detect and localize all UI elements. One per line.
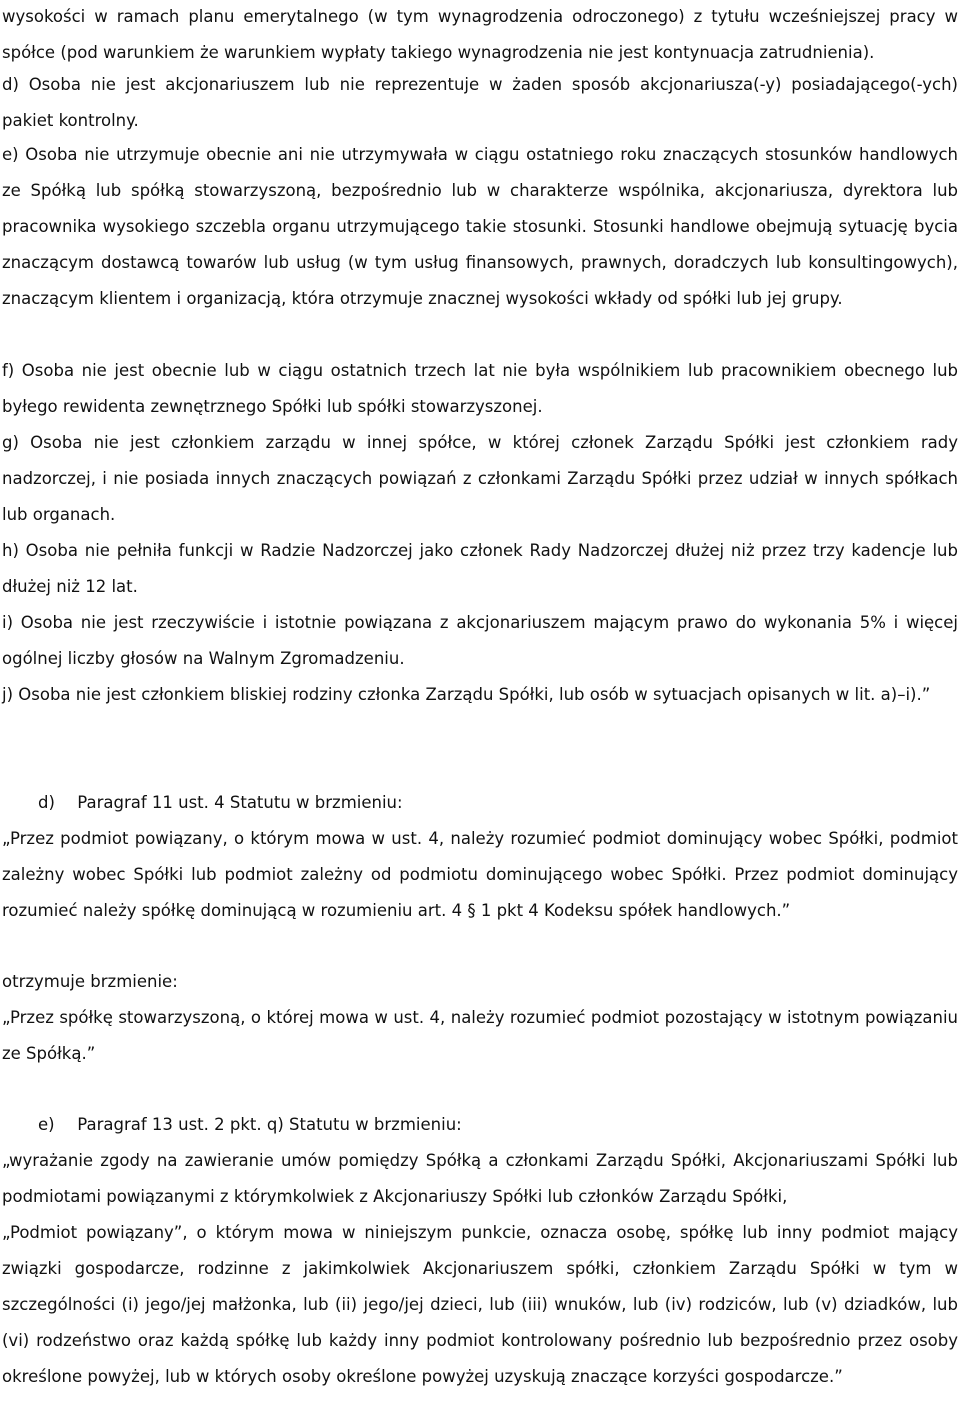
- section-d-new-label: otrzymuje brzmienie:: [2, 972, 178, 991]
- section-e-title: Paragraf 13 ust. 2 pkt. q) Statutu w brzmieniu:: [77, 1115, 462, 1134]
- item-e-paragraph: e) Osoba nie utrzymuje obecnie ani nie utrzymywała w ciągu ostatniego roku znaczących stosunków handlowych ze Spółką lub spółką stowarzyszoną, bezpośrednio lub w charakterze wspólnika, akcjonariusza, dyrektora lub pracownika wysokiego szczebla organu utrzymującego takie stosunki. Stosunki handlowe obejmują sytuację bycia znaczącym dostawcą towarów lub usług (w tym usług finansowych, prawnych, doradczych lub konsultingowych), znaczącym klientem i organizacją, która otrzymuje znacznej wysokości wkłady od spółki lub jej grupy.: [2, 145, 958, 308]
- section-d-title: Paragraf 11 ust. 4 Statutu w brzmieniu:: [77, 793, 403, 812]
- section-d-heading: [38, 785, 403, 821]
- section-e-heading: [38, 1107, 462, 1143]
- item-j-paragraph: j) Osoba nie jest członkiem bliskiej rodziny członka Zarządu Spółki, lub osób w sytuacjach opisanych w lit. a)–i).”: [2, 685, 931, 704]
- section-d-number: d): [38, 793, 55, 812]
- intro-paragraph: wysokości w ramach planu emerytalnego (w tym wynagrodzenia odroczonego) z tytułu wcześniejszej pracy w spółce (pod warunkiem że warunkiem wypłaty takiego wynagrodzenia nie jest kontynuacja zatrudnienia).: [2, 7, 958, 62]
- item-d-paragraph: d) Osoba nie jest akcjonariuszem lub nie reprezentuje w żaden sposób akcjonariusza(-y) posiadającego(-ych) pakiet kontrolny.: [2, 75, 958, 130]
- section-e-number: e): [38, 1115, 55, 1134]
- section-d-current-text: „Przez podmiot powiązany, o którym mowa w ust. 4, należy rozumieć podmiot dominujący wobec Spółki, podmiot zależny wobec Spółki lub podmiot zależny od podmiotu dominującego wobec Spółki. Przez podmiot dominujący rozumieć należy spółkę dominującą w rozumieniu art. 4 § 1 pkt 4 Kodeksu spółek handlowych.”: [2, 829, 958, 920]
- section-d-new-text: „Przez spółkę stowarzyszoną, o której mowa w ust. 4, należy rozumieć podmiot pozostający w istotnym powiązaniu ze Spółką.”: [2, 1008, 958, 1063]
- item-f-paragraph: f) Osoba nie jest obecnie lub w ciągu ostatnich trzech lat nie była wspólnikiem lub pracownikiem obecnego lub byłego rewidenta zewnętrznego Spółki lub spółki stowarzyszonej.: [2, 361, 958, 416]
- item-i-paragraph: i) Osoba nie jest rzeczywiście i istotnie powiązana z akcjonariuszem mającym prawo do wykonania 5% i więcej ogólnej liczby głosów na Walnym Zgromadzeniu.: [2, 613, 958, 668]
- section-e-definition: „Podmiot powiązany”, o którym mowa w niniejszym punkcie, oznacza osobę, spółkę lub inny podmiot mający związki gospodarcze, rodzinne z jakimkolwiek Akcjonariuszem spółki, członkiem Zarządu Spółki w tym w szczególności (i) jego/jej małżonka, lub (ii) jego/jej dzieci, lub (iii) wnuków, lub (iv) rodziców, lub (v) dziadków, lub (vi) rodzeństwo oraz każdą spółkę lub każdy inny podmiot kontrolowany pośrednio lub bezpośrednio przez osoby określone powyżej, lub w których osoby określone powyżej uzyskują znaczące korzyści gospodarcze.”: [2, 1223, 958, 1386]
- item-g-paragraph: g) Osoba nie jest członkiem zarządu w innej spółce, w której członek Zarządu Spółki jest członkiem rady nadzorczej, i nie posiada innych znaczących powiązań z członkami Zarządu Spółki przez udział w innych spółkach lub organach.: [2, 433, 958, 524]
- section-e-text: „wyrażanie zgody na zawieranie umów pomiędzy Spółką a członkami Zarządu Spółki, Akcjonariuszami Spółki lub podmiotami powiązanymi z którymkolwiek z Akcjonariuszy Spółki lub członków Zarządu Spółki,: [2, 1151, 958, 1206]
- item-h-paragraph: h) Osoba nie pełniła funkcji w Radzie Nadzorczej jako członek Rady Nadzorczej dłużej niż przez trzy kadencje lub dłużej niż 12 lat.: [2, 541, 958, 596]
